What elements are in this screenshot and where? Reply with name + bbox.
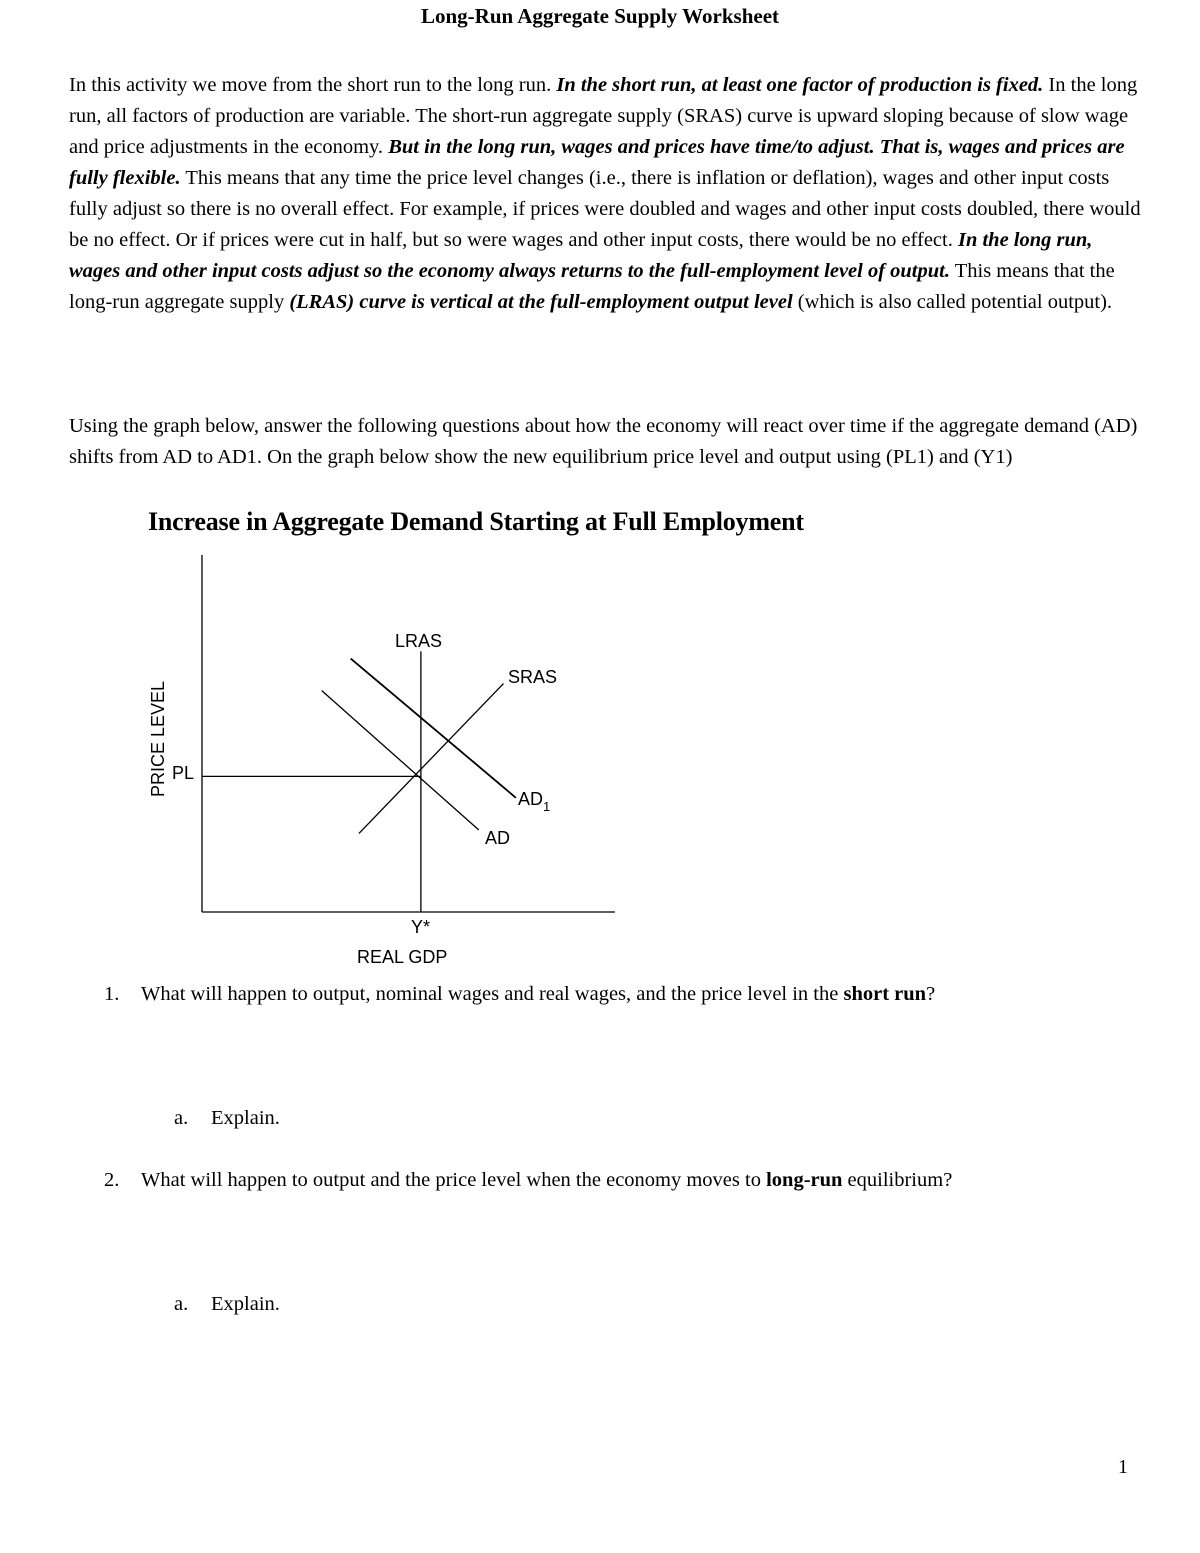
intro-emphasis: (LRAS) curve is vertical at the full-employment output level bbox=[289, 291, 793, 313]
question-text-part: What will happen to output, nominal wages and real wages, and the price level in the bbox=[141, 983, 844, 1005]
chart-title: Increase in Aggregate Demand Starting at Full Employment bbox=[148, 507, 804, 536]
sras-curve bbox=[359, 684, 504, 834]
question-number: 2. bbox=[104, 1169, 120, 1191]
ad1-label-subscript: 1 bbox=[543, 799, 551, 814]
ad-as-chart bbox=[140, 545, 640, 970]
instructions-paragraph: Using the graph below, answer the following questions about how the economy will react over time if the aggregate demand (AD) shifts from AD to AD1. On the graph below show the new equilibrium price level and output using (PL1) and (Y1) bbox=[69, 415, 1138, 468]
sub-question-text: Explain. bbox=[211, 1107, 280, 1129]
question-text bbox=[141, 979, 1141, 1010]
x-axis-label: REAL GDP bbox=[357, 947, 448, 967]
question-emphasis: short run bbox=[843, 983, 927, 1005]
intro-emphasis: But in the long run, wages and prices have time/to adjust. That is, wages and prices are fully flexible. bbox=[69, 136, 1125, 189]
page-number: 1 bbox=[1118, 1456, 1128, 1478]
sub-question-letter: a. bbox=[174, 1293, 189, 1315]
question-emphasis: long-run bbox=[766, 1169, 843, 1191]
question-text-part: ? bbox=[926, 983, 936, 1005]
sras-label: SRAS bbox=[508, 667, 558, 687]
ad-label: AD bbox=[485, 828, 511, 848]
intro-emphasis: In the long run, wages and other input costs adjust so the economy always returns to the full-employment level of output. bbox=[69, 229, 1093, 282]
intro-text: (which is also called potential output). bbox=[792, 291, 1113, 313]
intro-text: In this activity we move from the short run to the long run. bbox=[69, 74, 557, 96]
ad-curve bbox=[322, 691, 479, 830]
intro-text: This means that any time the price level changes (i.e., there is inflation or deflation), wages and other input costs fully adjust so there is no overall effect. For example, if prices were doubled and wages and other input costs doubled, there would be no effect. Or if prices were cut in half, but so were wages and other input costs, there would be no effect. bbox=[69, 167, 1141, 251]
page-title: Long-Run Aggregate Supply Worksheet bbox=[420, 4, 780, 28]
x-tick-label-ystar: Y* bbox=[411, 917, 431, 937]
intro-paragraph bbox=[69, 70, 1144, 318]
intro-text: This means that the long-run aggregate supply bbox=[69, 260, 1115, 313]
question-text-part: equilibrium? bbox=[842, 1169, 953, 1191]
ad1-label-base: AD bbox=[518, 789, 544, 809]
y-axis-label: PRICE LEVEL bbox=[148, 680, 168, 797]
sub-question-letter: a. bbox=[174, 1107, 189, 1129]
sub-question-text: Explain. bbox=[211, 1293, 280, 1315]
y-tick-label-pl: PL bbox=[172, 763, 195, 783]
intro-emphasis: In the short run, at least one factor of production is fixed. bbox=[556, 74, 1044, 96]
lras-label: LRAS bbox=[395, 631, 443, 651]
ad1-label bbox=[518, 789, 550, 814]
question-number: 1. bbox=[104, 983, 120, 1005]
question-text bbox=[141, 1165, 1141, 1196]
question-text-part: What will happen to output and the price level when the economy moves to bbox=[141, 1169, 767, 1191]
intro-text: In the long run, all factors of production are variable. The short-run aggregate supply (SRAS) curve is upward sloping because of slow wage and price adjustments in the economy. bbox=[69, 74, 1138, 158]
